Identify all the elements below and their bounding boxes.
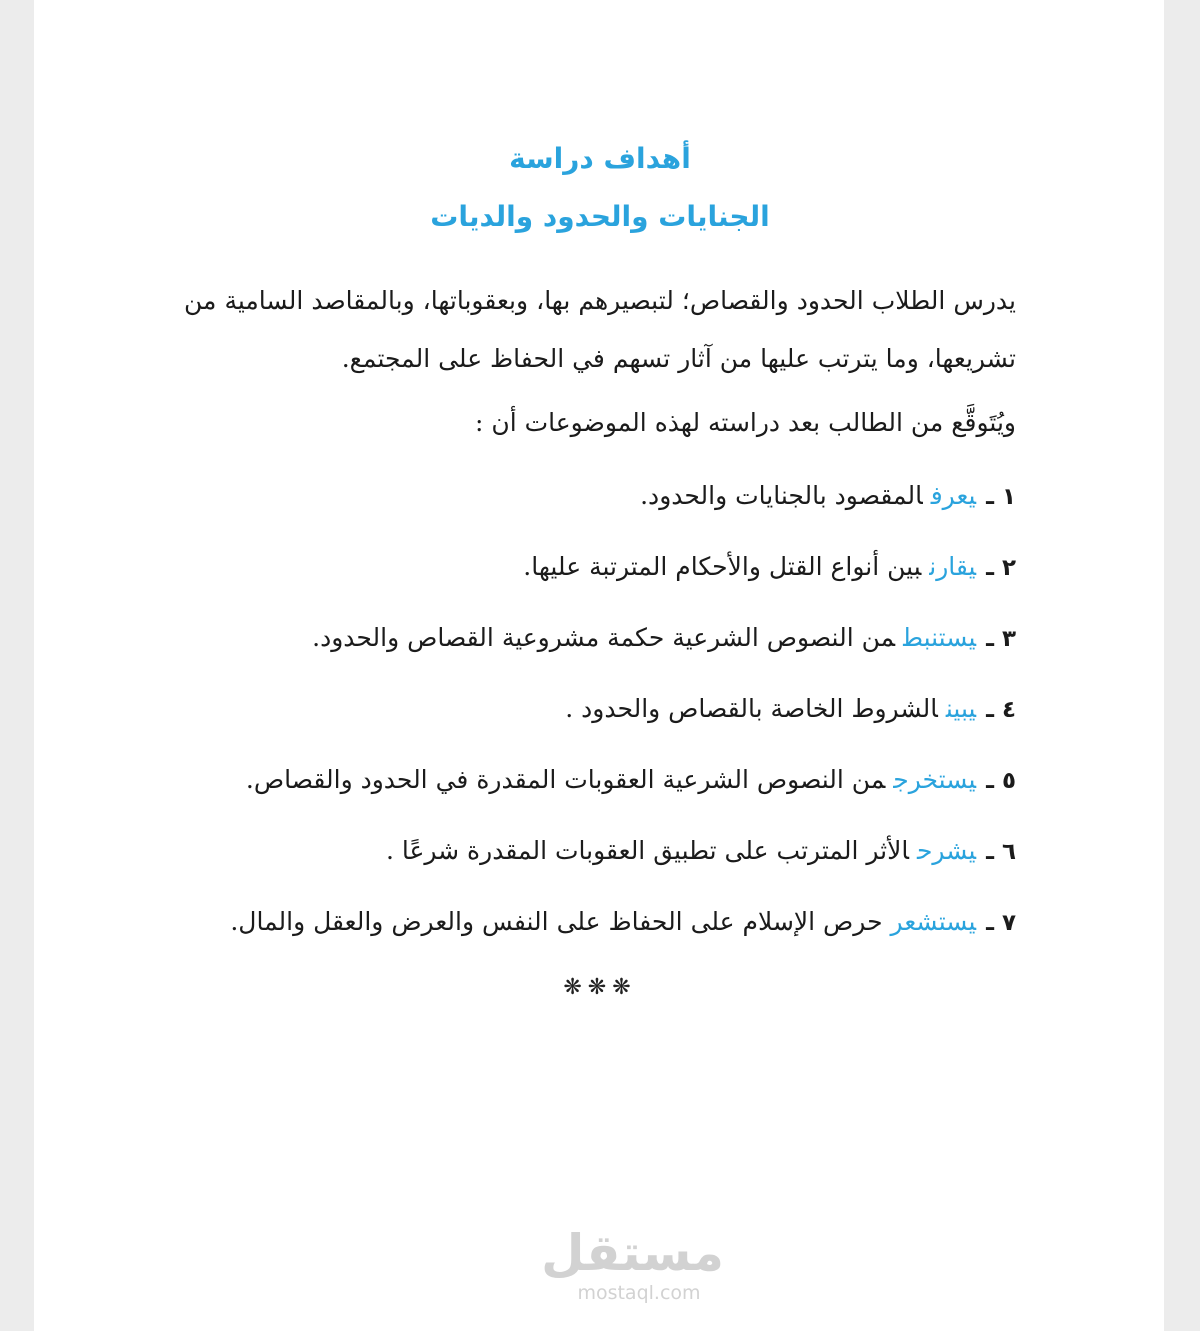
intro-paragraph: يدرس الطلاب الحدود والقصاص؛ لتبصيرهم بها، وبعقوباتها، وبالمقاصد السامية من تشريعها، وما يترتب عليها من آثار تسهم في الحفاظ على المجتمع. [184, 286, 1016, 373]
item-verb: يستخرج [893, 765, 977, 794]
item-text: الشروط الخاصة بالقصاص والحدود . [565, 694, 938, 723]
list-item [184, 892, 1016, 953]
list-item [184, 679, 1016, 740]
item-verb: يعرف [930, 481, 977, 510]
item-verb: يستشعر [890, 907, 977, 936]
list-item [184, 537, 1016, 598]
page-title [184, 130, 1016, 246]
item-text: الأثر المترتب على تطبيق العقوبات المقدرة شرعًا . [385, 836, 909, 865]
section-separator: ❋❋❋ [563, 975, 637, 1000]
list-item [184, 608, 1016, 669]
objectives-list [184, 466, 1016, 953]
item-verb: يستنبط [903, 623, 977, 652]
item-number: ٢ ـ [986, 555, 1016, 581]
item-number: ١ ـ [986, 484, 1016, 510]
list-item [184, 466, 1016, 527]
item-number: ٤ ـ [986, 697, 1016, 723]
document-content [184, 130, 1016, 1000]
page [34, 0, 1164, 1331]
item-verb: يشرح [916, 836, 977, 865]
lead-sentence: ويُتَوقَّع من الطالب بعد دراسته لهذه الموضوعات أن : [474, 408, 1016, 437]
list-item [184, 821, 1016, 882]
item-number: ٧ ـ [986, 910, 1016, 936]
watermark-latin: mostaql.com [577, 1282, 701, 1304]
item-number: ٦ ـ [986, 839, 1016, 865]
title-line-1: أهداف دراسة [509, 142, 691, 175]
item-number: ٣ ـ [986, 626, 1016, 652]
watermark [541, 1224, 724, 1305]
item-text: المقصود بالجنايات والحدود. [640, 481, 923, 510]
item-text: من النصوص الشرعية حكمة مشروعية القصاص والحدود. [312, 623, 896, 652]
item-number: ٥ ـ [986, 768, 1016, 794]
item-text: من النصوص الشرعية العقوبات المقدرة في الحدود والقصاص. [245, 765, 886, 794]
item-text: حرص الإسلام على الحفاظ على النفس والعرض والعقل والمال. [230, 907, 883, 936]
item-verb: يبين [945, 694, 977, 723]
title-line-2: الجنايات والحدود والديات [430, 200, 770, 233]
list-item [184, 750, 1016, 811]
item-verb: يقارن [929, 552, 977, 581]
item-text: بين أنواع القتل والأحكام المترتبة عليها. [523, 552, 922, 581]
watermark-arabic: مستقل [541, 1224, 724, 1282]
